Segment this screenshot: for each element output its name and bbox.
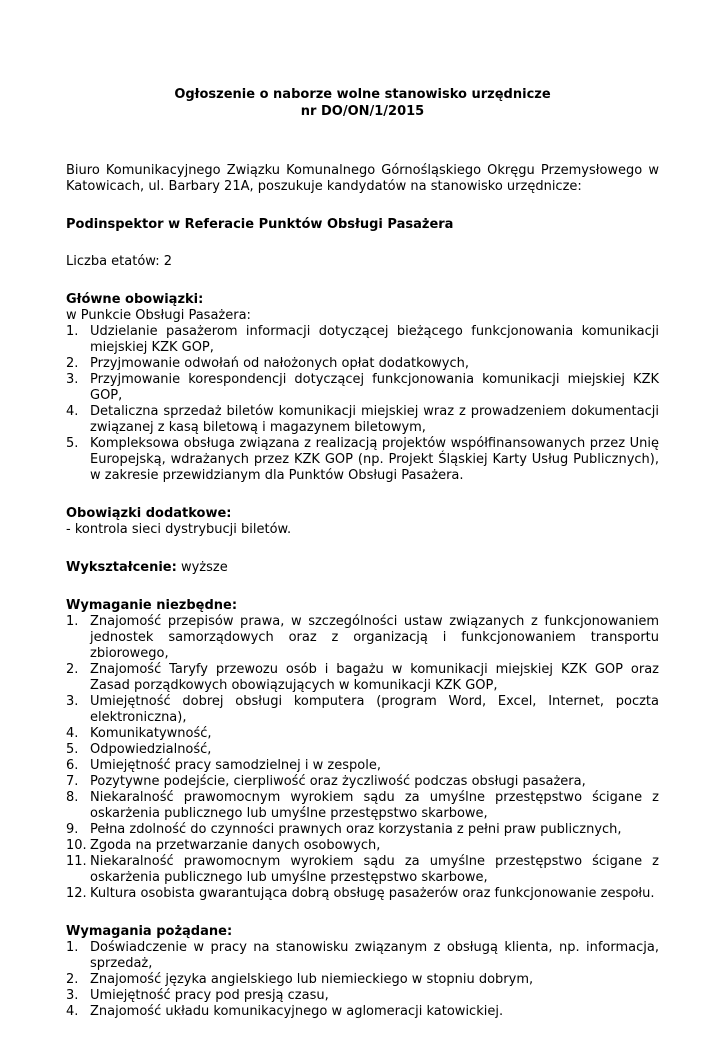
list-item bbox=[66, 356, 659, 372]
list-item bbox=[66, 436, 659, 484]
list-item bbox=[66, 790, 659, 822]
desired-section bbox=[66, 924, 659, 1020]
list-item-text: Komunikatywność, bbox=[90, 726, 212, 741]
list-item bbox=[66, 886, 659, 902]
list-item bbox=[66, 742, 659, 758]
list-item bbox=[66, 774, 659, 790]
education-line bbox=[66, 560, 659, 576]
list-item-text: Kultura osobista gwarantująca dobrą obsługę pasażerów oraz funkcjonowanie zespołu. bbox=[90, 886, 655, 901]
list-item-text: Znajomość języka angielskiego lub niemieckiego w stopniu dobrym, bbox=[90, 972, 534, 987]
list-item-number: 4. bbox=[66, 404, 79, 419]
list-item-number: 7. bbox=[66, 774, 79, 789]
title-line-2: nr DO/ON/1/2015 bbox=[300, 104, 425, 119]
list-item-number: 3. bbox=[66, 694, 79, 709]
title-line-1: Ogłoszenie o naborze wolne stanowisko urzędnicze bbox=[174, 87, 551, 102]
list-item bbox=[66, 854, 659, 886]
list-item-number: 11. bbox=[66, 854, 87, 869]
list-item-text: Niekaralność prawomocnym wyrokiem sądu za umyślne przestępstwo ścigane z oskarżenia publicznego lub umyślne przestępstwo skarbowe, bbox=[90, 854, 659, 885]
list-item bbox=[66, 694, 659, 726]
main-duties-subheading: w Punkcie Obsługi Pasażera: bbox=[66, 308, 251, 323]
extra-duties-section bbox=[66, 506, 659, 538]
list-item-number: 3. bbox=[66, 372, 79, 387]
desired-heading: Wymagania pożądane: bbox=[66, 924, 233, 939]
extra-duties-heading: Obowiązki dodatkowe: bbox=[66, 506, 232, 521]
list-item bbox=[66, 614, 659, 662]
list-item-number: 5. bbox=[66, 742, 79, 757]
list-item-number: 1. bbox=[66, 940, 79, 955]
list-item-text: Umiejętność pracy pod presją czasu, bbox=[90, 988, 329, 1003]
list-item-number: 1. bbox=[66, 614, 79, 629]
education-section bbox=[66, 560, 659, 576]
document-page bbox=[66, 86, 659, 1042]
list-item-number: 3. bbox=[66, 988, 79, 1003]
list-item bbox=[66, 404, 659, 436]
intro-paragraph: Biuro Komunikacyjnego Związku Komunalnego Górnośląskiego Okręgu Przemysłowego w Katowicach, ul. Barbary 21A, poszukuje kandydatów na stanowisko urzędnicze: bbox=[66, 163, 659, 194]
list-item-text: Znajomość Taryfy przewozu osób i bagażu w komunikacji miejskiej KZK GOP oraz Zasad porządkowych obowiązujących w komunikacji KZK GOP, bbox=[90, 662, 659, 693]
list-item bbox=[66, 324, 659, 356]
education-label: Wykształcenie: bbox=[66, 560, 177, 575]
list-item bbox=[66, 726, 659, 742]
list-item-number: 8. bbox=[66, 790, 79, 805]
list-item-text: Kompleksowa obsługa związana z realizacją projektów współfinansowanych przez Unię Europejską, wdrażanych przez KZK GOP (np. Projekt Śląskiej Karty Usług Publicznych), w zakresie przewidzianym dla Punktów Obsługi Pasażera. bbox=[90, 436, 659, 483]
document-title bbox=[66, 86, 659, 120]
list-item-text: Udzielanie pasażerom informacji dotyczącej bieżącego funkcjonowania komunikacji miejskiej KZK GOP, bbox=[90, 324, 659, 355]
list-item bbox=[66, 1004, 659, 1020]
list-item-text: Znajomość układu komunikacyjnego w aglomeracji katowickiej. bbox=[90, 1004, 504, 1019]
list-item-text: Odpowiedzialność, bbox=[90, 742, 212, 757]
required-heading: Wymaganie niezbędne: bbox=[66, 598, 238, 613]
required-section bbox=[66, 598, 659, 902]
main-duties-list bbox=[66, 324, 659, 484]
list-item-number: 4. bbox=[66, 726, 79, 741]
list-item-number: 9. bbox=[66, 822, 79, 837]
list-item-text: Pozytywne podejście, cierpliwość oraz życzliwość podczas obsługi pasażera, bbox=[90, 774, 586, 789]
list-item-number: 5. bbox=[66, 436, 79, 451]
list-item bbox=[66, 972, 659, 988]
main-duties-section bbox=[66, 292, 659, 484]
list-item bbox=[66, 838, 659, 854]
list-item-number: 6. bbox=[66, 758, 79, 773]
list-item-text: Doświadczenie w pracy na stanowisku związanym z obsługą klienta, np. informacja, sprzedaż, bbox=[90, 940, 659, 971]
list-item-text: Pełna zdolność do czynności prawnych oraz korzystania z pełni praw publicznych, bbox=[90, 822, 622, 837]
list-item-number: 2. bbox=[66, 972, 79, 987]
list-item-text: Niekaralność prawomocnym wyrokiem sądu za umyślne przestępstwo ścigane z oskarżenia publicznego lub umyślne przestępstwo skarbowe, bbox=[90, 790, 659, 821]
list-item-number: 12. bbox=[66, 886, 87, 901]
list-item bbox=[66, 988, 659, 1004]
list-item-number: 10. bbox=[66, 838, 87, 853]
list-item-number: 2. bbox=[66, 356, 79, 371]
list-item bbox=[66, 758, 659, 774]
desired-list bbox=[66, 940, 659, 1020]
list-item-text: Detaliczna sprzedaż biletów komunikacji miejskiej wraz z prowadzeniem dokumentacji związanej z kasą biletową i magazynem biletowym, bbox=[90, 404, 659, 435]
list-item-text: Przyjmowanie odwołań od nałożonych opłat dodatkowych, bbox=[90, 356, 470, 371]
education-value: wyższe bbox=[176, 560, 228, 575]
list-item-number: 1. bbox=[66, 324, 79, 339]
main-duties-heading: Główne obowiązki: bbox=[66, 292, 204, 307]
required-list bbox=[66, 614, 659, 902]
list-item bbox=[66, 822, 659, 838]
position-title: Podinspektor w Referacie Punktów Obsługi Pasażera bbox=[66, 217, 454, 232]
list-item-text: Umiejętność dobrej obsługi komputera (program Word, Excel, Internet, poczta elektroniczna), bbox=[90, 694, 659, 725]
list-item-text: Przyjmowanie korespondencji dotyczącej funkcjonowania komunikacji miejskiej KZK GOP, bbox=[90, 372, 659, 403]
extra-duties-text: - kontrola sieci dystrybucji biletów. bbox=[66, 522, 292, 537]
list-item-number: 2. bbox=[66, 662, 79, 677]
list-item-text: Umiejętność pracy samodzielnej i w zespole, bbox=[90, 758, 381, 773]
list-item bbox=[66, 662, 659, 694]
list-item bbox=[66, 940, 659, 972]
list-item-text: Znajomość przepisów prawa, w szczególności ustaw związanych z funkcjonowaniem jednostek samorządowych oraz z organizacją i funkcjonowaniem transportu zbiorowego, bbox=[90, 614, 659, 661]
list-item-number: 4. bbox=[66, 1004, 79, 1019]
number-of-positions: Liczba etatów: 2 bbox=[66, 254, 172, 269]
list-item bbox=[66, 372, 659, 404]
list-item-text: Zgoda na przetwarzanie danych osobowych, bbox=[90, 838, 381, 853]
